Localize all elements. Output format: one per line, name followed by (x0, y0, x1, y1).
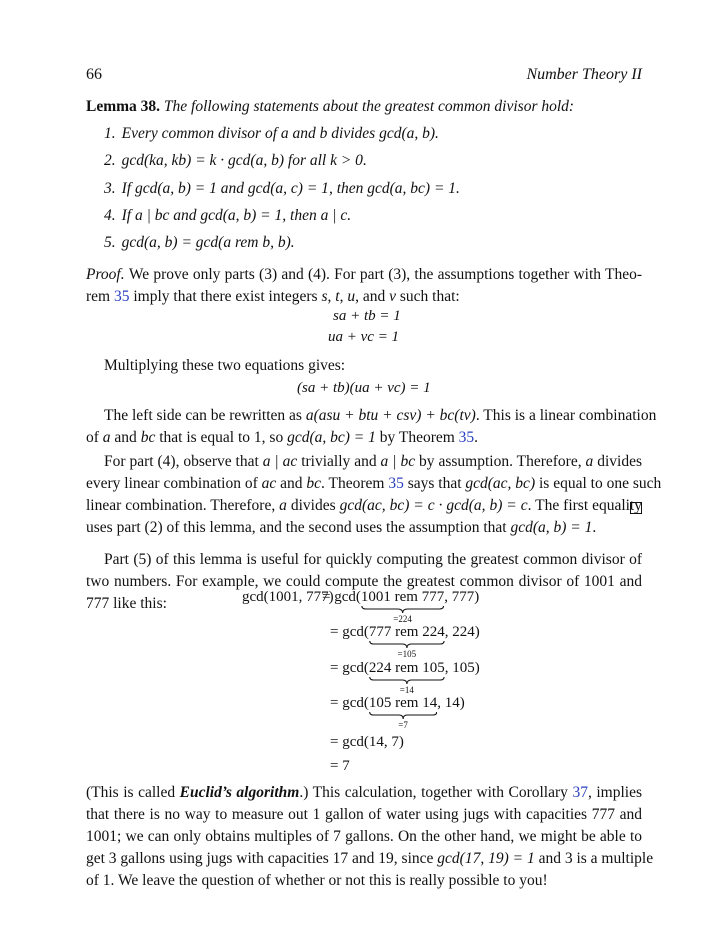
euclid-step-5: = gcd(14, 7) (330, 734, 404, 750)
proof-para4-line2: every linear combination of ac and bc. Theorem 35 says that gcd(ac, bc) is equal to one such (86, 475, 662, 492)
qed-box-icon (630, 502, 642, 514)
underbrace-icon (369, 641, 445, 648)
euclid-step-6: = 7 (330, 758, 350, 774)
proof-para4-line3: linear combination. Therefore, a divides gcd(ac, bc) = c · gcd(a, b) = c. The first equality (86, 497, 642, 514)
underbrace-value: =14 (399, 685, 414, 695)
euclid-algorithm-term: Euclid’s algorithm (179, 784, 300, 801)
proof-para3-line1: The left side can be rewritten as a(asu + btu + csv) + bc(tv). This is a linear combination (104, 407, 657, 424)
lemma-item: 3. If gcd(a, b) = 1 and gcd(a, c) = 1, then gcd(a, bc) = 1. (104, 180, 460, 197)
euclid-step: = gcd(1001 rem 777 =224 , 777) (322, 589, 480, 624)
underbrace-value: =224 (393, 614, 412, 624)
proof-label: Proof. (86, 266, 125, 283)
lemma-item: 1. Every common divisor of a and b divides gcd(a, b). (104, 125, 439, 142)
lemma-item: 4. If a | bc and gcd(a, b) = 1, then a | c. (104, 207, 352, 224)
euclid-para-line1: Part (5) of this lemma is useful for quickly computing the greatest common divisor of (104, 551, 642, 568)
closing-line-1: (This is called Euclid’s algorithm.) This calculation, together with Corollary 37, implies (86, 784, 642, 801)
euclid-para-line3: 777 like this: (86, 595, 167, 612)
euclid-para-line2: two numbers. For example, we could compute the greatest common divisor of 1001 and (86, 573, 642, 590)
underbraced-expression: 224 rem 105 =14 (368, 660, 445, 695)
closing-line-2: that there is no way to measure out 1 gallon of water using jugs with capacities 777 and (86, 806, 642, 823)
theorem-35-link[interactable]: 35 (458, 429, 475, 446)
theorem-35-link[interactable]: 35 (388, 475, 404, 492)
corollary-37-link[interactable]: 37 (572, 784, 588, 801)
lemma-statement: The following statements about the greatest common divisor hold: (163, 98, 575, 115)
running-title: Number Theory II (526, 66, 642, 83)
lemma-item: 2. gcd(ka, kb) = k · gcd(a, b) for all k > 0. (104, 152, 367, 169)
equation-product: (sa + tb)(ua + vc) = 1 (297, 380, 431, 396)
underbrace-value: =7 (398, 720, 408, 730)
proof-para3-line2: of a and bc that is equal to 1, so gcd(a, bc) = 1 by Theorem 35. (86, 429, 479, 446)
euclid-step: = gcd(777 rem 224 =105 , 224) (330, 624, 480, 659)
euclid-step: = gcd(224 rem 105 =14 , 105) (330, 660, 480, 695)
underbrace-icon (369, 677, 445, 684)
equation-sa-tb: sa + tb = 1 (333, 308, 401, 324)
underbraced-expression: 1001 rem 777 =224 (360, 589, 445, 624)
underbrace-icon (369, 712, 437, 719)
lemma-heading (86, 97, 642, 117)
theorem-35-link[interactable]: 35 (113, 288, 130, 305)
proof-para4-line4: uses part (2) of this lemma, and the second uses the assumption that gcd(a, b) = 1. (86, 519, 597, 536)
equation-ua-vc: ua + vc = 1 (328, 329, 400, 345)
closing-line-3: 1001; we can only obtains multiples of 7 gallons. On the other hand, we might be able to (86, 828, 642, 845)
proof-multiply-text: Multiplying these two equations gives: (104, 357, 346, 374)
lemma-label: Lemma 38. (86, 98, 161, 115)
closing-line-4: get 3 gallons using jugs with capacities 17 and 19, since gcd(17, 19) = 1 and 3 is a multiple (86, 850, 654, 867)
closing-line-5: of 1. We leave the question of whether or not this is really possible to you! (86, 872, 548, 889)
proof-line-1: Proof. We prove only parts (3) and (4). For part (3), the assumptions together with Theo- (86, 266, 642, 283)
underbrace-value: =105 (397, 649, 417, 659)
proof-line-2: rem 35 imply that there exist integers s, t, u, and v such that: (86, 288, 460, 305)
underbraced-expression: 105 rem 14 =7 (368, 695, 438, 730)
page-number: 66 (86, 66, 102, 83)
underbrace-icon (361, 606, 444, 613)
proof-para4-line1: For part (4), observe that a | ac trivially and a | bc by assumption. Therefore, a divides (104, 453, 642, 470)
underbraced-expression: 777 rem 224 =105 (368, 624, 445, 659)
euclid-lhs: gcd(1001, 777) (242, 589, 334, 605)
lemma-item: 5. gcd(a, b) = gcd(a rem b, b). (104, 234, 295, 251)
euclid-step: = gcd(105 rem 14 =7 , 14) (330, 695, 465, 730)
